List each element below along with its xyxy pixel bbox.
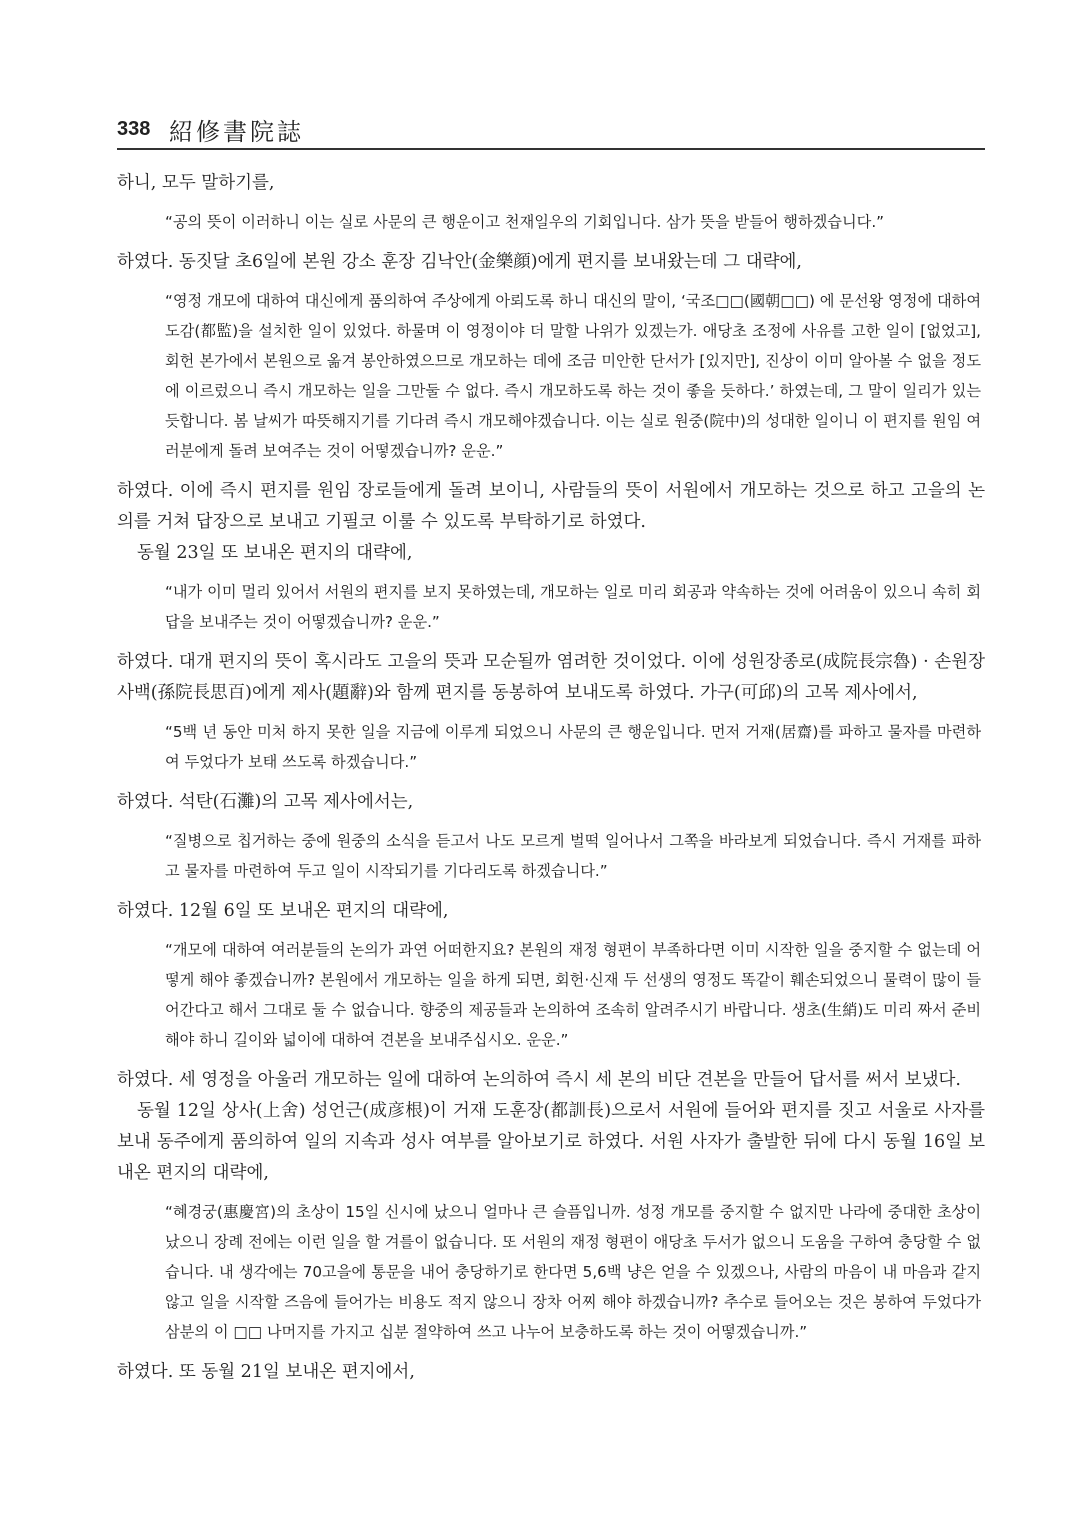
block-quote: “공의 뜻이 이러하니 이는 실로 사문의 큰 행운이고 천재일우의 기회입니다. 삼가 뜻을 받들어 행하겠습니다.” (165, 213, 885, 231)
body-paragraph: 하였다. 세 영정을 아울러 개모하는 일에 대하여 논의하여 즉시 세 본의 비단 견본을 만들어 답서를 써서 보냈다. (117, 1070, 961, 1090)
block-quote: “내가 이미 멀리 있어서 서원의 편지를 보지 못하였는데, 개모하는 일로 미리 회공과 약속하는 것에 어려움이 있으니 속히 회답을 보내주는 것이 어떻겠습니까? 운운.” (165, 583, 981, 631)
body-paragraph: 하였다. 또 동월 21일 보내온 편지에서, (117, 1362, 415, 1382)
body-paragraph: 하니, 모두 말하기를, (117, 173, 275, 193)
body-paragraph: 동월 12일 상사(上舍) 성언근(成彦根)이 거재 도훈장(都訓長)으로서 서원에 들어와 편지를 짓고 서울로 사자를 보내 동주에게 품의하여 일의 지속과 성사 여부를 알아보기로 하였다. 서원 사자가 출발한 뒤에 다시 동월 16일 보내온 편지의 대략에, (117, 1101, 985, 1183)
body-paragraph: 하였다. 12월 6일 또 보내온 편지의 대략에, (117, 901, 449, 921)
page-number: 338 (117, 118, 151, 140)
block-quote: “영정 개모에 대하여 대신에게 품의하여 주상에게 아뢰도록 하니 대신의 말이, ‘국조□□(國朝□□) 에 문선왕 영정에 대하여 도감(都監)을 설치한 일이 있었다. 하물며 이 영정이야 더 말할 나위가 있겠는가. 애당초 조정에 사유를 고한 일이 [없었고], 회헌 본가에서 본원으로 옮겨 봉안하였으므로 개모하는 데에 조금 미안한 단서가 [있지만], 진상이 이미 알아볼 수 없을 정도에 이르렀으니 즉시 개모하는 일을 그만둘 수 없다. 즉시 개모하도록 하는 것이 좋을 듯하다.’ 하였는데, 그 말이 일리가 있는 듯합니다. 봄 날씨가 따뜻해지기를 기다려 즉시 개모해야겠습니다. 이는 실로 원중(院中)의 성대한 일이니 이 편지를 원임 여러분에게 돌려 보여주는 것이 어떻겠습니까? 운운.” (165, 292, 981, 460)
page-body (117, 168, 985, 1388)
block-quote: “혜경궁(惠慶宮)의 초상이 15일 신시에 났으니 얼마나 큰 슬픔입니까. 성정 개모를 중지할 수 없지만 나라에 중대한 초상이 났으니 장례 전에는 이런 일을 할 겨를이 없습니다. 또 서원의 재정 형편이 애당초 두서가 없으니 도움을 구하여 충당할 수 없습니다. 내 생각에는 70고을에 통문을 내어 충당하기로 한다면 5,6백 냥은 얻을 수 있겠으나, 사람의 마음이 내 마음과 같지 않고 일을 시작할 즈음에 들어가는 비용도 적지 않으니 장차 어찌 해야 하겠습니까? 추수로 들어오는 것은 봉하여 두었다가 삼분의 이 □□ 나머지를 가지고 십분 절약하여 쓰고 나누어 보충하도록 하는 것이 어떻겠습니까.” (165, 1203, 981, 1341)
body-paragraph: 하였다. 이에 즉시 편지를 원임 장로들에게 돌려 보이니, 사람들의 뜻이 서원에서 개모하는 것으로 하고 고을의 논의를 거쳐 답장으로 보내고 기필코 이룰 수 있도록 부탁하기로 하였다. (117, 481, 985, 532)
body-paragraph: 하였다. 대개 편지의 뜻이 혹시라도 고을의 뜻과 모순될까 염려한 것이었다. 이에 성원장종로(成院長宗魯) · 손원장사백(孫院長思百)에게 제사(題辭)와 함께 편지를 동봉하여 보내도록 하였다. 가구(可邱)의 고목 제사에서, (117, 652, 985, 703)
body-paragraph: 동월 23일 또 보내온 편지의 대략에, (137, 543, 413, 563)
block-quote: “질병으로 칩거하는 중에 원중의 소식을 듣고서 나도 모르게 벌떡 일어나서 그쪽을 바라보게 되었습니다. 즉시 거재를 파하고 물자를 마련하여 두고 일이 시작되기를 기다리도록 하겠습니다.” (165, 832, 981, 880)
body-paragraph: 하였다. 석탄(石灘)의 고목 제사에서는, (117, 792, 414, 812)
book-title: 紹修書院誌 (169, 118, 304, 146)
block-quote: “개모에 대하여 여러분들의 논의가 과연 어떠한지요? 본원의 재정 형편이 부족하다면 이미 시작한 일을 중지할 수 없는데 어떻게 해야 좋겠습니까? 본원에서 개모하는 일을 하게 되면, 회헌·신재 두 선생의 영정도 똑같이 훼손되었으니 물력이 많이 들어간다고 해서 그대로 둘 수 없습니다. 향중의 제공들과 논의하여 조속히 알려주시기 바랍니다. 생초(生綃)도 미리 짜서 준비해야 하니 길이와 넓이에 대하여 견본을 보내주십시오. 운운.” (165, 941, 981, 1049)
block-quote: “5백 년 동안 미처 하지 못한 일을 지금에 이루게 되었으니 사문의 큰 행운입니다. 먼저 거재(居齋)를 파하고 물자를 마련하여 두었다가 보태 쓰도록 하겠습니다.” (165, 723, 981, 771)
body-paragraph: 하였다. 동짓달 초6일에 본원 강소 훈장 김낙안(金樂顔)에게 편지를 보내왔는데 그 대략에, (117, 252, 802, 272)
page-header (117, 112, 985, 150)
